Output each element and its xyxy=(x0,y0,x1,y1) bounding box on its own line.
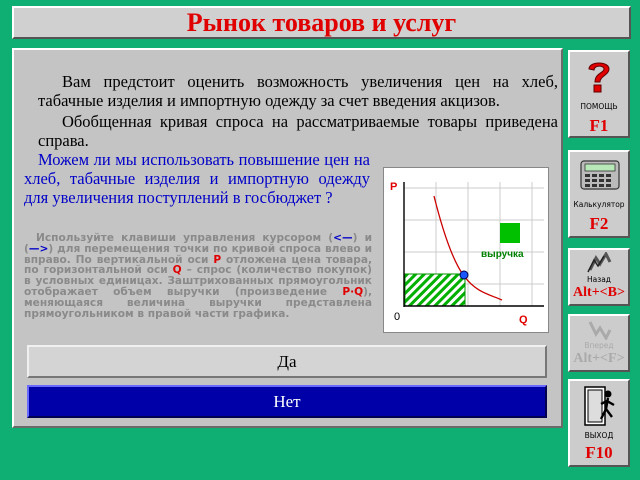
back-key: Alt+<B> xyxy=(573,285,625,300)
revenue-label: выручка xyxy=(481,249,524,260)
demand-point[interactable] xyxy=(460,271,468,279)
y-axis-label: P xyxy=(390,181,398,193)
x-axis-label: Q xyxy=(519,314,528,326)
back-icon xyxy=(586,252,614,274)
help-label: ПОМОЩЬ xyxy=(580,102,618,111)
exit-door-icon xyxy=(582,385,618,427)
exit-button[interactable] xyxy=(568,379,630,467)
intro-paragraph-2: Обобщенная кривая спроса на рассматриваемые товары приведена справа. xyxy=(38,112,558,150)
window-title: Рынок товаров и услуг xyxy=(186,8,457,37)
forward-key: Alt+<F> xyxy=(573,351,625,366)
right-arrow-key: —> xyxy=(28,242,49,255)
left-arrow-key: <— xyxy=(333,232,353,244)
question-icon xyxy=(584,58,614,94)
intro-paragraph-1: Вам предстоит оценить возможность увеличения цен на хлеб, табачные изделия и импортную одежду за счет введения акцизов. xyxy=(38,72,558,110)
calculator-button[interactable] xyxy=(568,150,630,238)
demand-chart-svg xyxy=(384,168,548,332)
title-bar xyxy=(12,6,631,39)
help-key: F1 xyxy=(589,116,609,135)
origin-label: 0 xyxy=(394,311,401,323)
revenue-hatched-rect xyxy=(405,274,465,306)
forward-button[interactable] xyxy=(568,314,630,372)
demand-chart[interactable] xyxy=(383,167,549,333)
forward-icon xyxy=(586,318,614,340)
back-label: Назад xyxy=(586,275,611,284)
forward-label: Вперед xyxy=(584,341,614,350)
hint-text: Используйте клавиши управления курсором (<—) и (—>) для перемещения точки по кривой спроса влево и вправо. По вертикальной оси P отложена цена товара, по горизонтальной оси Q – спрос (количество покупок) в условных единицах. Заштрихованных прямоугольник отображает объем выручки (произведение P·Q), меняющаяся величина выручки представлена прямоугольником в правой части графика. xyxy=(24,232,372,320)
calculator-key: F2 xyxy=(589,214,609,233)
calculator-label: Калькулятор xyxy=(573,200,625,209)
answer-yes-button[interactable]: Да xyxy=(27,345,547,378)
exit-key: F10 xyxy=(585,443,613,462)
back-button[interactable] xyxy=(568,248,630,306)
revenue-indicator-box xyxy=(500,223,520,243)
question-text: Можем ли мы использовать повышение цен на хлеб, табачные изделия и импортную одежду для увеличения поступлений в госбюджет ? xyxy=(24,150,370,207)
calculator-icon xyxy=(580,160,620,190)
help-button[interactable] xyxy=(568,50,630,138)
answer-no-button[interactable]: Нет xyxy=(27,385,547,418)
exit-label: ВЫХОД xyxy=(584,431,614,440)
